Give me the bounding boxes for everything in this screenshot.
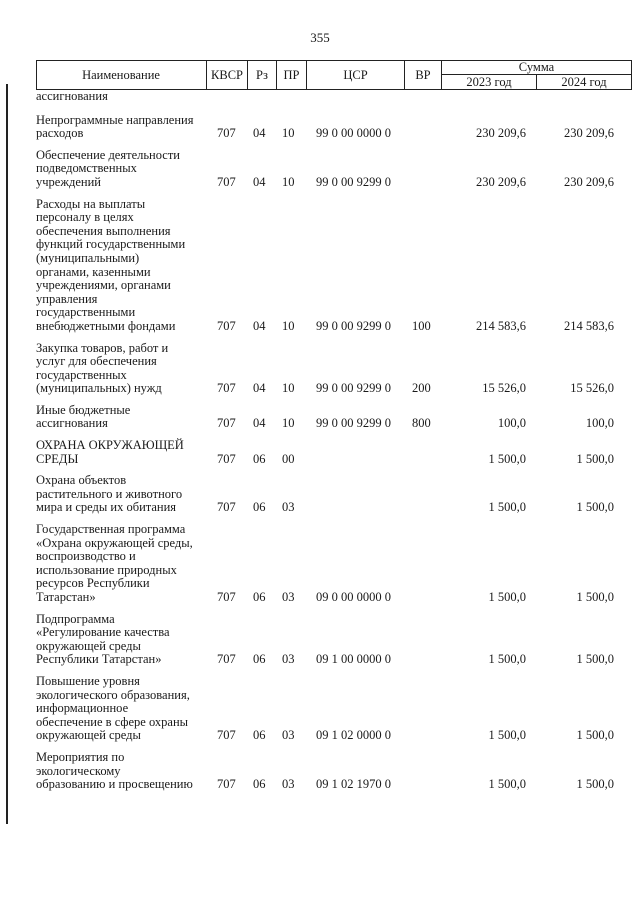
header-name: Наименование: [82, 68, 160, 82]
cell-rz: 06: [253, 728, 266, 743]
cell-sum-2024: 1 500,0: [576, 590, 614, 604]
cell-sum-2023: 1 500,0: [488, 500, 526, 515]
table-row: [36, 90, 632, 104]
header-year-2024: 2024 год: [561, 75, 607, 89]
cell-rz: 06: [253, 590, 266, 604]
cell-sum-2023: 1 500,0: [488, 590, 526, 604]
cell-rz: 04: [253, 126, 266, 141]
cell-vr: 800: [412, 416, 431, 431]
cell-kvsr: 707: [217, 590, 236, 604]
cell-kvsr: 707: [217, 126, 236, 141]
cell-rz: 06: [253, 777, 266, 792]
cell-name-line: Закупка товаров, работ и: [36, 340, 169, 355]
cell-name: [36, 198, 201, 334]
cell-name-line: обеспечение в сфере охраны: [36, 714, 189, 729]
cell-csr: 99 0 00 9299 0: [316, 174, 391, 189]
table-header: [36, 60, 632, 90]
left-margin-bar: [6, 84, 8, 824]
table-row: [36, 675, 632, 743]
cell-pr: 10: [282, 126, 295, 141]
cell-name: [36, 404, 201, 431]
cell-name: [36, 751, 201, 792]
header-pr: ПР: [283, 68, 300, 82]
cell-pr: 10: [282, 174, 295, 189]
cell-pr: 10: [282, 318, 295, 333]
cell-csr: 99 0 00 9299 0: [316, 318, 391, 333]
cell-sum-2023: 230 209,6: [476, 126, 526, 141]
cell-csr: 09 0 00 0000 0: [316, 590, 391, 604]
header-csr: ЦСР: [343, 68, 368, 82]
cell-name-line: экологическому: [36, 763, 121, 778]
cell-pr: 03: [282, 728, 295, 743]
cell-name-line: Обеспечение деятельности: [36, 147, 181, 162]
cell-pr: 03: [282, 777, 295, 792]
cell-name-line: окружающей среды: [36, 728, 141, 743]
table-row: [36, 439, 632, 466]
header-kvsr: КВСР: [211, 68, 243, 82]
cell-sum-2024: 1 500,0: [576, 777, 614, 792]
cell-name-line: ресурсов Республики: [36, 576, 150, 591]
cell-sum-2024: 1 500,0: [576, 451, 614, 466]
cell-name-line: внебюджетными фондами: [36, 318, 176, 333]
cell-name-line: расходов: [36, 126, 84, 141]
cell-name-line: подведомственных: [36, 161, 137, 176]
table-body: [36, 90, 632, 800]
cell-sum-2023: 230 209,6: [476, 174, 526, 189]
cell-name-line: (муниципальными): [36, 250, 140, 265]
cell-kvsr: 707: [217, 416, 236, 431]
cell-csr: 99 0 00 0000 0: [316, 126, 391, 141]
cell-csr: 09 1 00 0000 0: [316, 652, 391, 667]
cell-sum-2024: 214 583,6: [564, 318, 614, 333]
cell-kvsr: 707: [217, 451, 236, 466]
cell-csr: 09 1 02 1970 0: [316, 777, 391, 792]
cell-kvsr: 707: [217, 652, 236, 667]
cell-kvsr: 707: [217, 500, 236, 515]
cell-name: [36, 90, 201, 104]
cell-csr: 09 1 02 0000 0: [316, 728, 391, 743]
cell-name-line: образованию и просвещению: [36, 777, 193, 792]
cell-sum-2023: 15 526,0: [482, 381, 526, 396]
cell-name-line: «Охрана окружающей среды,: [36, 535, 193, 550]
cell-pr: 03: [282, 500, 295, 515]
cell-name-line: учреждений: [36, 174, 101, 189]
cell-name-line: функций государственными: [36, 237, 186, 252]
cell-name-line: Охрана объектов: [36, 473, 127, 488]
cell-rz: 04: [253, 174, 266, 189]
cell-sum-2024: 230 209,6: [564, 126, 614, 141]
cell-sum-2023: 1 500,0: [488, 451, 526, 466]
cell-name-line: Татарстан»: [36, 590, 96, 604]
cell-sum-2024: 100,0: [585, 416, 614, 431]
cell-name-line: органами, казенными: [36, 264, 151, 279]
cell-name-line: СРЕДЫ: [36, 451, 79, 466]
cell-name-line: «Регулирование качества: [36, 625, 170, 640]
cell-name: [36, 523, 201, 605]
cell-kvsr: 707: [217, 777, 236, 792]
table-row: [36, 149, 632, 190]
cell-name: [36, 342, 201, 396]
cell-rz: 06: [253, 500, 266, 515]
cell-name: [36, 149, 201, 190]
cell-name-line: Непрограммные направления: [36, 112, 194, 127]
table-row: [36, 613, 632, 667]
cell-kvsr: 707: [217, 728, 236, 743]
cell-csr: 99 0 00 9299 0: [316, 381, 391, 396]
cell-rz: 04: [253, 381, 266, 396]
cell-name-line: Подпрограмма: [36, 611, 115, 626]
cell-name-line: Мероприятия по: [36, 749, 125, 764]
table-row: [36, 474, 632, 515]
table-row: [36, 523, 632, 605]
cell-pr: 03: [282, 590, 295, 604]
cell-name-line: услуг для обеспечения: [36, 354, 157, 369]
cell-pr: 10: [282, 381, 295, 396]
cell-name-line: Государственная программа: [36, 522, 186, 537]
cell-sum-2023: 100,0: [497, 416, 526, 431]
cell-name-line: использование природных: [36, 562, 177, 577]
cell-name-line: информационное: [36, 701, 129, 716]
header-sum: Сумма: [518, 60, 555, 74]
cell-name: [36, 114, 201, 141]
cell-sum-2024: 1 500,0: [576, 728, 614, 743]
cell-sum-2024: 15 526,0: [570, 381, 614, 396]
cell-name-line: ОХРАНА ОКРУЖАЮЩЕЙ: [36, 438, 184, 453]
cell-sum-2023: 214 583,6: [476, 318, 526, 333]
cell-vr: 100: [412, 318, 431, 333]
table-row: [36, 404, 632, 431]
cell-name: [36, 474, 201, 515]
cell-name-line: Повышение уровня: [36, 673, 140, 688]
cell-name-line: воспроизводство и: [36, 549, 136, 564]
cell-rz: 04: [253, 416, 266, 431]
cell-name-line: мира и среды их обитания: [36, 500, 177, 515]
cell-name-line: Иные бюджетные: [36, 402, 131, 417]
table-row: [36, 342, 632, 396]
cell-name-line: управления: [36, 291, 98, 306]
cell-rz: 04: [253, 318, 266, 333]
page-number: 355: [310, 30, 330, 45]
cell-csr: 99 0 00 9299 0: [316, 416, 391, 431]
header-rz: Рз: [256, 68, 268, 82]
cell-vr: 200: [412, 381, 431, 396]
cell-pr: 00: [282, 451, 295, 466]
cell-sum-2023: 1 500,0: [488, 777, 526, 792]
cell-name-line: окружающей среды: [36, 638, 141, 653]
cell-name-line: государственными: [36, 305, 136, 320]
cell-sum-2024: 230 209,6: [564, 174, 614, 189]
cell-sum-2023: 1 500,0: [488, 728, 526, 743]
cell-name-line: ассигнования: [36, 416, 108, 431]
table-row: [36, 114, 632, 141]
cell-name: [36, 613, 201, 667]
cell-kvsr: 707: [217, 318, 236, 333]
cell-sum-2023: 1 500,0: [488, 652, 526, 667]
header-year-2023: 2023 год: [466, 75, 512, 89]
cell-name-line: ассигнования: [36, 89, 108, 103]
cell-name-line: государственных: [36, 367, 127, 382]
cell-name: [36, 675, 201, 743]
cell-sum-2024: 1 500,0: [576, 652, 614, 667]
cell-pr: 03: [282, 652, 295, 667]
cell-name: [36, 439, 201, 466]
cell-name-line: Расходы на выплаты: [36, 196, 146, 211]
cell-name-line: экологического образования,: [36, 687, 190, 702]
cell-name-line: персоналу в целях: [36, 210, 134, 225]
cell-name-line: обеспечения выполнения: [36, 223, 171, 238]
table-row: [36, 198, 632, 334]
cell-name-line: Республики Татарстан»: [36, 652, 162, 667]
cell-name-line: учреждениями, органами: [36, 278, 171, 293]
cell-kvsr: 707: [217, 174, 236, 189]
header-vr: ВР: [415, 68, 431, 82]
cell-pr: 10: [282, 416, 295, 431]
cell-rz: 06: [253, 451, 266, 466]
table-row: [36, 751, 632, 792]
cell-name-line: (муниципальных) нужд: [36, 381, 162, 396]
cell-rz: 06: [253, 652, 266, 667]
cell-sum-2024: 1 500,0: [576, 500, 614, 515]
cell-name-line: растительного и животного: [36, 486, 183, 501]
cell-kvsr: 707: [217, 381, 236, 396]
